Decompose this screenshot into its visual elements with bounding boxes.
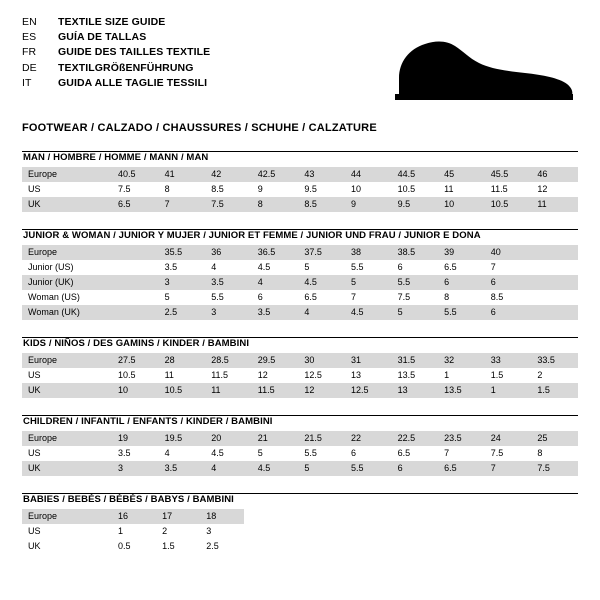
size-cell: 12 — [298, 383, 345, 398]
language-row — [22, 77, 210, 92]
size-cell: 12 — [531, 182, 578, 197]
size-cell: 8 — [252, 197, 299, 212]
size-cell: 37.5 — [298, 245, 345, 260]
table-row — [22, 197, 578, 212]
size-cell: 31 — [345, 353, 392, 368]
size-cell — [531, 275, 578, 290]
row-label: UK — [22, 539, 112, 554]
size-cell — [112, 275, 159, 290]
language-row — [22, 46, 210, 61]
table-row — [22, 260, 578, 275]
language-title: GUIDE DES TAILLES TEXTILE — [58, 46, 211, 59]
size-cell: 12 — [252, 368, 299, 383]
size-cell: 8 — [438, 290, 485, 305]
size-cell: 40 — [485, 245, 532, 260]
size-cell: 5.5 — [345, 260, 392, 275]
row-label: Junior (US) — [22, 260, 112, 275]
row-label: US — [22, 368, 112, 383]
size-cell: 5.5 — [345, 461, 392, 476]
size-cell: 6.5 — [112, 197, 159, 212]
size-cell: 13 — [345, 368, 392, 383]
size-table-children — [22, 431, 578, 476]
size-cell: 4.5 — [345, 305, 392, 320]
size-cell: 44.5 — [392, 167, 439, 182]
size-cell: 32 — [438, 353, 485, 368]
size-cell: 42.5 — [252, 167, 299, 182]
size-table-babies — [22, 509, 244, 554]
size-group-babies — [22, 493, 578, 554]
table-row — [22, 383, 578, 398]
size-cell: 4.5 — [252, 260, 299, 275]
size-group-junior-woman — [22, 229, 578, 320]
size-cell: 4 — [298, 305, 345, 320]
row-label: Europe — [22, 353, 112, 368]
size-cell: 22.5 — [392, 431, 439, 446]
table-row — [22, 290, 578, 305]
size-cell: 6 — [438, 275, 485, 290]
group-title: JUNIOR & WOMAN / JUNIOR Y MUJER / JUNIOR ET FEMME / JUNIOR UND FRAU / JUNIOR E DONA — [23, 230, 481, 241]
size-cell — [531, 290, 578, 305]
size-cell: 6.5 — [298, 290, 345, 305]
table-row — [22, 305, 578, 320]
language-code: DE — [22, 61, 37, 74]
size-cell: 7.5 — [392, 290, 439, 305]
size-cell: 22 — [345, 431, 392, 446]
size-cell: 7.5 — [205, 197, 252, 212]
size-cell: 21.5 — [298, 431, 345, 446]
size-table-body — [22, 167, 578, 212]
size-cell: 36 — [205, 245, 252, 260]
size-cell: 3.5 — [159, 260, 206, 275]
size-cell: 9 — [252, 182, 299, 197]
row-label: Europe — [22, 509, 112, 524]
size-cell: 7.5 — [112, 182, 159, 197]
size-cell: 0.5 — [112, 539, 156, 554]
size-cell: 10 — [112, 383, 159, 398]
size-cell: 5 — [392, 305, 439, 320]
size-cell: 4.5 — [205, 446, 252, 461]
size-cell: 6 — [485, 275, 532, 290]
language-code: IT — [22, 76, 32, 89]
row-label: Europe — [22, 167, 112, 182]
size-cell: 8 — [159, 182, 206, 197]
size-cell: 39 — [438, 245, 485, 260]
table-row — [22, 446, 578, 461]
size-cell: 5.5 — [205, 290, 252, 305]
size-cell: 12.5 — [345, 383, 392, 398]
size-cell: 1.5 — [531, 383, 578, 398]
size-cell: 4 — [252, 275, 299, 290]
size-cell: 8.5 — [485, 290, 532, 305]
size-cell: 3.5 — [159, 461, 206, 476]
size-cell: 9.5 — [392, 197, 439, 212]
table-row — [22, 524, 244, 539]
size-cell: 42 — [205, 167, 252, 182]
size-cell: 2 — [531, 368, 578, 383]
size-cell: 28.5 — [205, 353, 252, 368]
size-cell: 5.5 — [392, 275, 439, 290]
row-label: Woman (UK) — [22, 305, 112, 320]
size-cell: 33 — [485, 353, 532, 368]
size-cell: 23.5 — [438, 431, 485, 446]
table-row — [22, 353, 578, 368]
size-cell: 6 — [392, 260, 439, 275]
size-cell: 16 — [112, 509, 156, 524]
size-cell: 7 — [345, 290, 392, 305]
language-row — [22, 31, 210, 46]
size-cell: 11.5 — [485, 182, 532, 197]
size-cell: 8 — [531, 446, 578, 461]
size-cell: 7 — [438, 446, 485, 461]
size-cell: 18 — [200, 509, 244, 524]
size-cell — [531, 245, 578, 260]
size-table-body — [22, 245, 578, 320]
table-row — [22, 245, 578, 260]
size-cell: 7 — [485, 260, 532, 275]
size-cell: 28 — [159, 353, 206, 368]
size-cell: 11.5 — [205, 368, 252, 383]
table-row — [22, 461, 578, 476]
language-title: TEXTILGRÖßENFÜHRUNG — [58, 61, 194, 74]
table-row — [22, 431, 578, 446]
size-table-body — [22, 431, 578, 476]
size-cell: 5 — [345, 275, 392, 290]
size-cell: 7.5 — [485, 446, 532, 461]
language-title-body — [22, 16, 210, 92]
size-cell: 33.5 — [531, 353, 578, 368]
size-cell: 5 — [252, 446, 299, 461]
size-cell: 3.5 — [252, 305, 299, 320]
size-cell: 41 — [159, 167, 206, 182]
size-cell: 4.5 — [252, 461, 299, 476]
size-cell: 4 — [159, 446, 206, 461]
size-cell: 10.5 — [112, 368, 159, 383]
size-cell: 10 — [438, 197, 485, 212]
size-cell: 6.5 — [438, 260, 485, 275]
size-cell: 3 — [205, 305, 252, 320]
size-cell: 13.5 — [438, 383, 485, 398]
size-cell: 19 — [112, 431, 159, 446]
size-cell: 7 — [159, 197, 206, 212]
size-cell: 11 — [205, 383, 252, 398]
size-cell: 7.5 — [531, 461, 578, 476]
size-cell: 44 — [345, 167, 392, 182]
row-label: UK — [22, 197, 112, 212]
size-cell: 3 — [159, 275, 206, 290]
size-cell: 1 — [485, 383, 532, 398]
header — [22, 16, 578, 108]
size-cell: 5.5 — [438, 305, 485, 320]
size-cell: 7 — [485, 461, 532, 476]
size-cell: 8.5 — [205, 182, 252, 197]
table-row — [22, 182, 578, 197]
size-cell: 21 — [252, 431, 299, 446]
size-cell: 24 — [485, 431, 532, 446]
table-row — [22, 509, 244, 524]
row-label: UK — [22, 461, 112, 476]
size-cell: 6 — [345, 446, 392, 461]
size-cell: 11.5 — [252, 383, 299, 398]
row-label: Woman (US) — [22, 290, 112, 305]
size-cell — [112, 260, 159, 275]
size-group-children — [22, 415, 578, 476]
language-title: GUIDA ALLE TAGLIE TESSILI — [58, 76, 208, 89]
size-cell: 6 — [252, 290, 299, 305]
size-cell — [112, 290, 159, 305]
group-title: MAN / HOMBRE / HOMME / MANN / MAN — [23, 152, 209, 163]
size-cell: 9.5 — [298, 182, 345, 197]
size-cell: 3.5 — [112, 446, 159, 461]
size-cell: 5 — [159, 290, 206, 305]
size-cell: 40.5 — [112, 167, 159, 182]
size-cell: 35.5 — [159, 245, 206, 260]
size-cell: 1 — [112, 524, 156, 539]
size-cell: 45 — [438, 167, 485, 182]
dress-shoe-icon — [391, 32, 576, 104]
group-title: CHILDREN / INFANTIL / ENFANTS / KINDER / BAMBINI — [23, 416, 273, 427]
size-cell — [112, 245, 159, 260]
size-cell: 5 — [298, 461, 345, 476]
size-cell: 38.5 — [392, 245, 439, 260]
size-cell: 10 — [345, 182, 392, 197]
size-cell: 3.5 — [205, 275, 252, 290]
size-cell: 2.5 — [200, 539, 244, 554]
size-cell: 46 — [531, 167, 578, 182]
size-table-kids — [22, 353, 578, 398]
size-cell: 36.5 — [252, 245, 299, 260]
size-cell — [112, 305, 159, 320]
size-cell: 30 — [298, 353, 345, 368]
size-table-man — [22, 167, 578, 212]
table-row — [22, 368, 578, 383]
size-cell: 6 — [485, 305, 532, 320]
size-cell: 4 — [205, 461, 252, 476]
size-cell — [531, 305, 578, 320]
size-cell: 12.5 — [298, 368, 345, 383]
size-cell: 6.5 — [392, 446, 439, 461]
language-row — [22, 62, 210, 77]
language-title: GUÍA DE TALLAS — [58, 31, 147, 44]
size-cell: 1 — [438, 368, 485, 383]
size-cell: 13.5 — [392, 368, 439, 383]
language-row — [22, 16, 210, 31]
table-row — [22, 167, 578, 182]
size-cell: 6.5 — [438, 461, 485, 476]
size-cell: 8.5 — [298, 197, 345, 212]
size-cell: 45.5 — [485, 167, 532, 182]
size-cell: 11 — [531, 197, 578, 212]
row-label: Europe — [22, 245, 112, 260]
size-cell: 4.5 — [298, 275, 345, 290]
size-cell: 3 — [200, 524, 244, 539]
row-label: UK — [22, 383, 112, 398]
size-group-man — [22, 151, 578, 212]
language-code: EN — [22, 16, 37, 28]
size-cell: 11 — [438, 182, 485, 197]
size-cell: 43 — [298, 167, 345, 182]
size-cell: 31.5 — [392, 353, 439, 368]
row-label: US — [22, 524, 112, 539]
size-cell: 9 — [345, 197, 392, 212]
size-cell: 5.5 — [298, 446, 345, 461]
size-cell: 17 — [156, 509, 200, 524]
size-cell: 10.5 — [392, 182, 439, 197]
table-row — [22, 275, 578, 290]
language-title-list — [22, 16, 210, 92]
size-cell: 1.5 — [485, 368, 532, 383]
group-title: BABIES / BEBÉS / BÉBÉS / BABYS / BAMBINI — [23, 494, 234, 505]
size-table-body — [22, 509, 244, 554]
size-cell: 6 — [392, 461, 439, 476]
language-title: TEXTILE SIZE GUIDE — [58, 16, 166, 28]
group-title: KIDS / NIÑOS / DES GAMINS / KINDER / BAMBINI — [23, 338, 250, 349]
size-cell: 38 — [345, 245, 392, 260]
size-cell: 20 — [205, 431, 252, 446]
size-cell: 4 — [205, 260, 252, 275]
row-label: Junior (UK) — [22, 275, 112, 290]
size-cell: 13 — [392, 383, 439, 398]
size-cell: 29.5 — [252, 353, 299, 368]
size-table-junior-woman — [22, 245, 578, 320]
row-label: US — [22, 182, 112, 197]
size-cell: 25 — [531, 431, 578, 446]
language-code: ES — [22, 31, 37, 44]
row-label: US — [22, 446, 112, 461]
size-cell: 19.5 — [159, 431, 206, 446]
size-cell: 10.5 — [485, 197, 532, 212]
size-cell: 3 — [112, 461, 159, 476]
size-cell: 11 — [159, 368, 206, 383]
language-code: FR — [22, 46, 37, 59]
size-table-body — [22, 353, 578, 398]
table-row — [22, 539, 244, 554]
size-cell: 2 — [156, 524, 200, 539]
size-cell: 10.5 — [159, 383, 206, 398]
footwear-section-title: FOOTWEAR / CALZADO / CHAUSSURES / SCHUHE / CALZATURE — [22, 122, 377, 134]
size-cell: 2.5 — [159, 305, 206, 320]
size-group-kids — [22, 337, 578, 398]
size-cell — [531, 260, 578, 275]
row-label: Europe — [22, 431, 112, 446]
size-cell: 27.5 — [112, 353, 159, 368]
size-cell: 5 — [298, 260, 345, 275]
size-cell: 1.5 — [156, 539, 200, 554]
